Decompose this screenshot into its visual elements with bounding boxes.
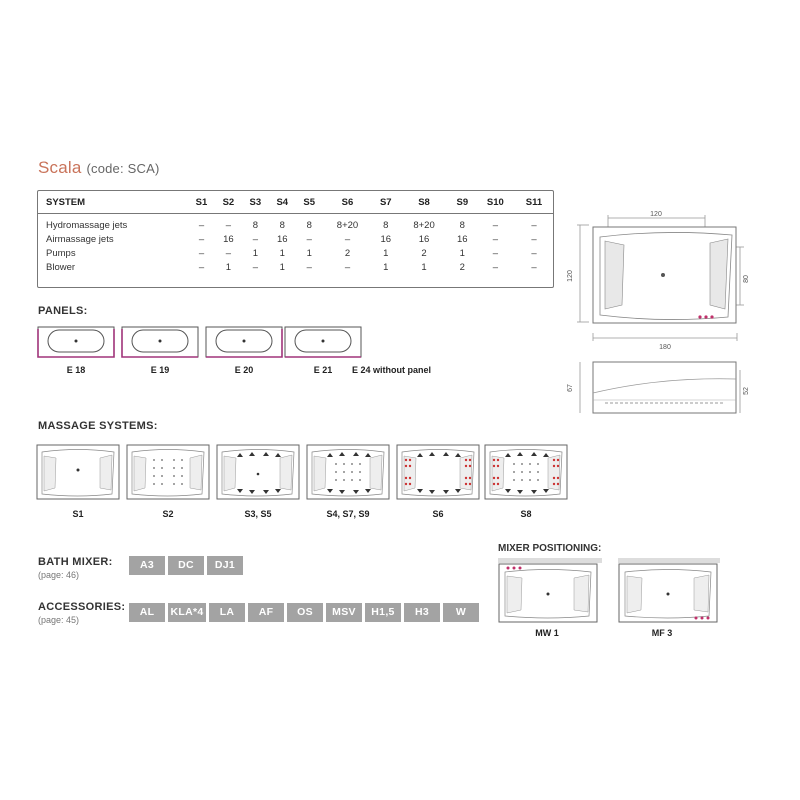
dim-width-top: 120 [650,211,662,218]
table-header-cell: S7 [379,196,392,208]
table-cell: 1 [306,247,312,259]
table-cell: 1 [252,247,258,259]
massage-s8-drawing [485,445,567,499]
table-cell: 1 [383,247,389,259]
massage-label: S6 [432,509,444,519]
accessory-chip-msv[interactable]: MSV [326,603,362,622]
panel-label: E 21 [313,365,333,375]
massage-s2-drawing [127,445,209,499]
table-cell: 1 [383,261,389,273]
accessory-chip-kla4[interactable]: KLA*4 [168,603,206,622]
panel-e21-drawing [283,324,363,360]
table-cell: 1 [225,261,232,273]
table-cell: 16 [457,233,468,245]
tub-top-view-drawing [560,205,765,355]
massage-s1-drawing [37,445,119,499]
accessory-chip-al[interactable]: AL [129,603,165,622]
panel-e18-drawing [36,324,116,360]
accessory-chip-af[interactable]: AF [248,603,284,622]
accessory-chip-os[interactable]: OS [287,603,323,622]
panel-e19-drawing [120,324,200,360]
table-cell: – [252,233,258,245]
table-cell: – [252,261,258,273]
mixer-positioning-drawings [498,558,723,628]
mixer-position-label: MF 3 [651,628,673,638]
dim-length: 180 [659,344,671,351]
table-header-row [38,191,553,214]
table-header-cell: S2 [222,196,235,208]
table-header-cell: S4 [276,196,289,208]
table-cell: Pumps [46,247,76,259]
product-name: Scala [38,158,82,177]
table-row [38,260,553,274]
table-header-cell: S5 [303,196,316,208]
table-header-cell: S3 [249,196,262,208]
bath-mixer-page: (page: 46) [38,570,80,580]
table-cell: 8 [279,219,285,231]
table-row [38,232,553,246]
table-cell: – [198,219,205,231]
table-cell: – [198,247,205,259]
massage-heading: MASSAGE SYSTEMS: [38,420,158,432]
accessory-chip-la[interactable]: LA [209,603,245,622]
table-cell: – [198,261,205,273]
table-cell: 1 [279,247,285,259]
table-cell: 2 [421,247,427,259]
table-cell: 8 [252,219,258,231]
bath-mixer-label: BATH MIXER: [38,556,113,568]
table-cell: Blower [46,261,76,273]
table-cell: – [306,261,312,273]
table-cell: 2 [459,261,465,273]
panel-label: E 18 [66,365,86,375]
accessory-chip-h15[interactable]: H1,5 [365,603,401,622]
accessories-page: (page: 45) [38,615,80,625]
massage-label: S1 [72,509,84,519]
table-cell: – [531,247,537,259]
table-cell: Airmassage jets [46,233,114,245]
spec-table [37,190,554,288]
panels-heading: PANELS: [38,305,88,317]
table-header-cell: S9 [456,196,469,208]
table-cell: 16 [276,233,288,245]
table-cell: 16 [380,233,392,245]
dim-height-left: 67 [567,384,574,392]
accessories-label: ACCESSORIES: [38,601,126,613]
table-cell: Hydromassage jets [46,219,128,231]
massage-s3-drawing [217,445,299,499]
table-row [38,218,553,232]
accessory-chip-h3[interactable]: H3 [404,603,440,622]
accessory-chip-w[interactable]: W [443,603,479,622]
table-cell: – [492,247,499,259]
table-header-cell: S1 [195,196,208,208]
table-cell: – [492,233,499,245]
product-code: (code: SCA) [86,161,160,176]
table-cell: 8+20 [336,219,359,231]
tub-side-view-drawing [560,355,765,420]
table-cell: 16 [418,233,430,245]
table-cell: 16 [223,233,234,245]
mixer-position-label: MW 1 [535,628,559,638]
table-cell: – [531,219,537,231]
panel-label: E 20 [234,365,254,375]
table-cell: 8 [459,219,465,231]
bath-mixer-chip-dj1[interactable]: DJ1 [207,556,243,575]
panel-note: E 24 without panel [352,365,432,375]
table-cell: – [225,219,232,231]
table-header-cell: S10 [486,196,504,208]
table-header-cell: SYSTEM [46,196,86,208]
table-cell: 1 [279,261,285,273]
table-cell: 8 [383,219,389,231]
table-cell: 8 [306,219,312,231]
table-cell: 1 [459,247,465,259]
massage-s6-drawing [397,445,479,499]
dim-height-right: 52 [743,387,750,395]
table-row [38,246,553,260]
panel-label: E 19 [150,365,170,375]
bath-mixer-chip-a3[interactable]: A3 [129,556,165,575]
dim-depth: 120 [567,270,574,282]
table-cell: – [531,233,537,245]
table-cell: – [531,261,537,273]
dim-inner: 80 [743,275,750,283]
table-cell: 2 [344,247,351,259]
bath-mixer-chip-dc[interactable]: DC [168,556,204,575]
table-cell: – [225,247,232,259]
table-cell: – [306,233,312,245]
massage-label: S4, S7, S9 [326,509,370,519]
massage-systems-drawings [36,444,576,504]
table-cell: – [492,219,499,231]
massage-label: S3, S5 [244,509,272,519]
product-title [38,158,159,178]
table-header-cell: S6 [341,196,354,208]
table-cell: 8+20 [413,219,435,231]
table-header-cell: S8 [418,196,430,208]
massage-label: S8 [520,509,532,519]
massage-s4-drawing [307,445,389,499]
table-cell: – [344,261,351,273]
panel-e20-drawing [204,324,284,360]
table-header-cell: S11 [525,196,543,208]
table-cell: 1 [421,261,427,273]
massage-label: S2 [162,509,174,519]
table-cell: – [344,233,351,245]
table-cell: – [198,233,205,245]
mixer-positioning-heading: MIXER POSITIONING: [498,543,602,554]
table-cell: – [492,261,499,273]
